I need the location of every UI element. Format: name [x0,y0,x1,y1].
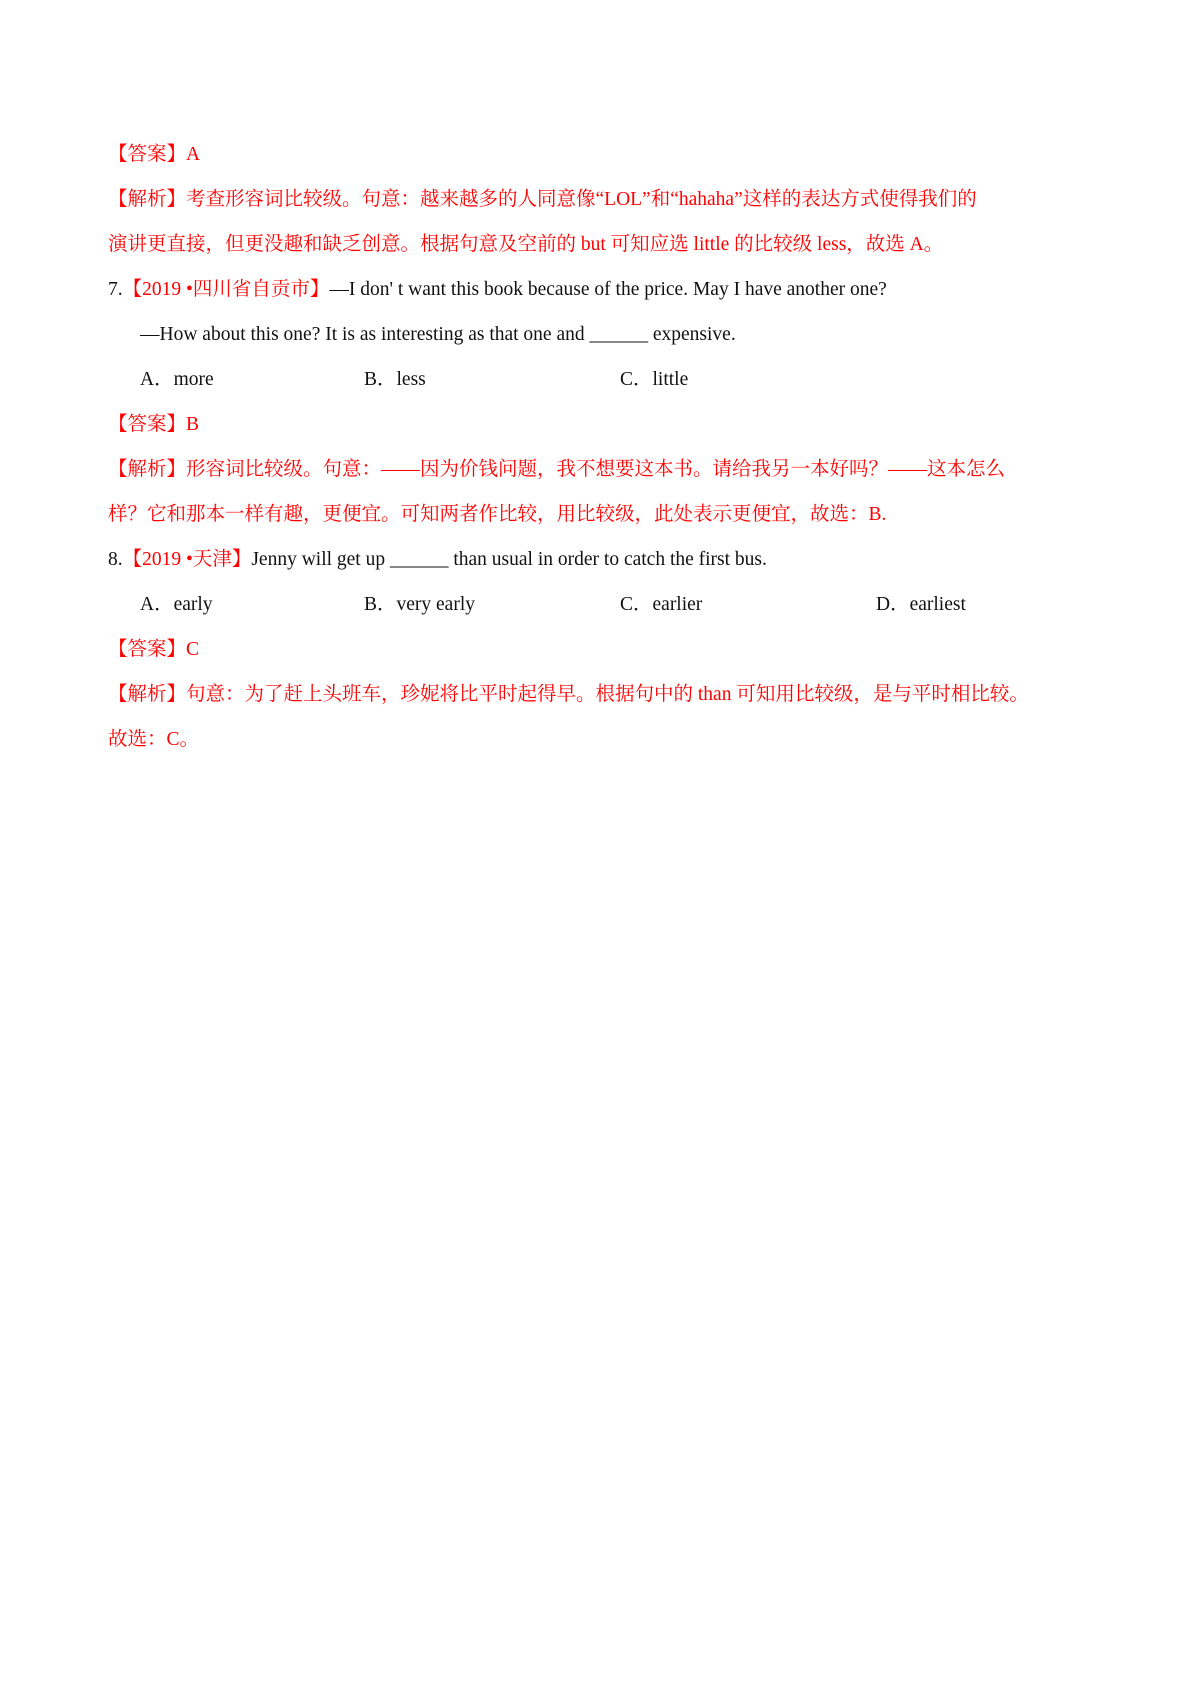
q7-answer: 【答案】B [108,414,200,435]
q8-stem [108,547,1108,573]
q8-answer: 【答案】C [108,639,200,660]
q8-analysis-line-2: 故选：C。 [108,729,200,750]
q8-option-b: B．very early [364,594,476,615]
q7-stem-text: —I don' t want this book because of the price. May I have another one? [329,279,887,300]
q8-option-a: A．early [140,594,213,615]
q8-option-d: D．earliest [876,594,966,615]
q7-stem-line-1 [108,277,1108,303]
q8-number: 8. [108,549,123,570]
q6-answer: 【答案】A [108,144,201,165]
q8-stem-text: Jenny will get up ______ than usual in order to catch the first bus. [251,549,767,570]
q7-number: 7. [108,279,123,300]
q6-analysis-line-2: 演讲更直接，但更没趣和缺乏创意。根据句意及空前的 but 可知应选 little 的比较级 less，故选 A。 [108,234,944,255]
q8-analysis-line-1: 【解析】句意：为了赶上头班车，珍妮将比平时起得早。根据句中的 than 可知用比较级，是与平时相比较。 [108,684,1029,705]
q8-source: 【2019 •天津】 [122,549,252,570]
q7-analysis-line-2: 样？它和那本一样有趣，更便宜。可知两者作比较，用比较级，此处表示更便宜，故选：B. [108,504,887,525]
q7-analysis-line-1: 【解析】形容词比较级。句意：——因为价钱问题，我不想要这本书。请给我另一本好吗？——这本怎么 [108,459,1006,480]
q8-option-c: C．earlier [620,594,703,615]
q7-stem-line-2: —How about this one? It is as interesting as that one and ______ expensive. [140,324,736,345]
q7-option-c: C．little [620,369,689,390]
q7-option-a: A．more [140,369,214,390]
q7-source: 【2019 •四川省自贡市】 [122,279,330,300]
q7-option-b: B．less [364,369,426,390]
q6-analysis-line-1: 【解析】考查形容词比较级。句意：越来越多的人同意像“LOL”和“hahaha”这样的表达方式使得我们的 [108,189,977,210]
